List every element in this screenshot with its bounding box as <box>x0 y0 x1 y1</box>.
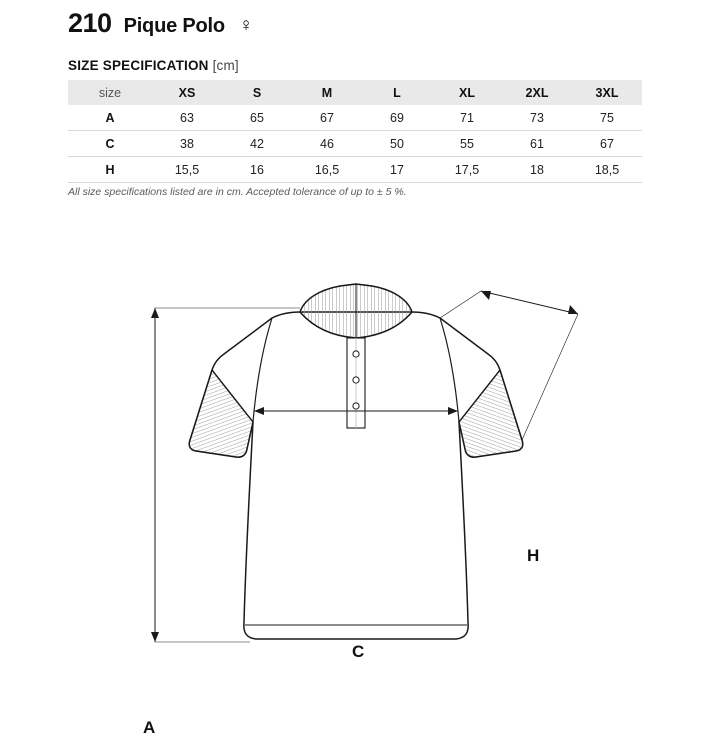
cell-a-s: 65 <box>250 110 264 125</box>
column-header-xs: XS <box>178 85 196 100</box>
cell-c-2xl: 61 <box>530 136 544 151</box>
button-placket <box>347 338 365 428</box>
cell-h-xl: 17,5 <box>454 162 480 177</box>
spec-section-title <box>68 58 239 73</box>
cell-a-2xl: 73 <box>530 110 544 125</box>
dimension-label-h: H <box>527 546 540 565</box>
cell-c-xl: 55 <box>460 136 474 151</box>
cell-h-l: 17 <box>390 162 404 177</box>
cell-a-l: 69 <box>390 110 404 125</box>
table-corner-label: size <box>98 85 122 100</box>
female-symbol-icon: ♀ <box>238 15 254 36</box>
cell-h-s: 16 <box>250 162 264 177</box>
polo-shirt-svg <box>0 250 710 690</box>
cell-c-l: 50 <box>390 136 404 151</box>
cell-h-2xl: 18 <box>530 162 544 177</box>
column-header-2xl: 2XL <box>525 85 549 100</box>
dimension-label-c: C <box>352 642 365 661</box>
cell-a-xs: 63 <box>180 110 194 125</box>
column-header-3xl: 3XL <box>595 85 619 100</box>
cell-c-s: 42 <box>250 136 264 151</box>
product-header <box>68 8 253 39</box>
cell-h-xs: 15,5 <box>174 162 200 177</box>
page-title: Pique Polo <box>123 15 225 37</box>
product-code: 210 <box>68 8 112 38</box>
column-header-l: L <box>393 85 401 100</box>
column-header-m: M <box>321 85 333 100</box>
dimension-label-a: A <box>143 718 156 737</box>
column-header-xl: XL <box>459 85 475 100</box>
table-row <box>68 157 642 183</box>
cell-a-3xl: 75 <box>600 110 614 125</box>
column-header-s: S <box>252 85 262 100</box>
spec-title-text: SIZE SPECIFICATION <box>68 58 209 73</box>
spec-unit-label: [cm] <box>212 58 239 73</box>
row-label-h: H <box>105 162 115 177</box>
size-specification-table <box>68 80 642 183</box>
cell-c-xs: 38 <box>180 136 194 151</box>
cell-a-xl: 71 <box>460 110 474 125</box>
cell-c-m: 46 <box>320 136 334 151</box>
cell-a-m: 67 <box>320 110 334 125</box>
button-icon <box>353 351 359 357</box>
garment-technical-drawing <box>0 250 710 737</box>
cell-c-3xl: 67 <box>600 136 614 151</box>
row-label-c: C <box>105 136 115 151</box>
table-header-row <box>68 80 642 105</box>
button-icon <box>353 403 359 409</box>
row-label-a: A <box>105 110 115 125</box>
tolerance-note: All size specifications listed are in cm. Accepted tolerance of up to ± 5 %. <box>68 186 407 198</box>
table-row <box>68 105 642 131</box>
cell-h-3xl: 18,5 <box>594 162 620 177</box>
button-icon <box>353 377 359 383</box>
table-row <box>68 131 642 157</box>
cell-h-m: 16,5 <box>314 162 340 177</box>
